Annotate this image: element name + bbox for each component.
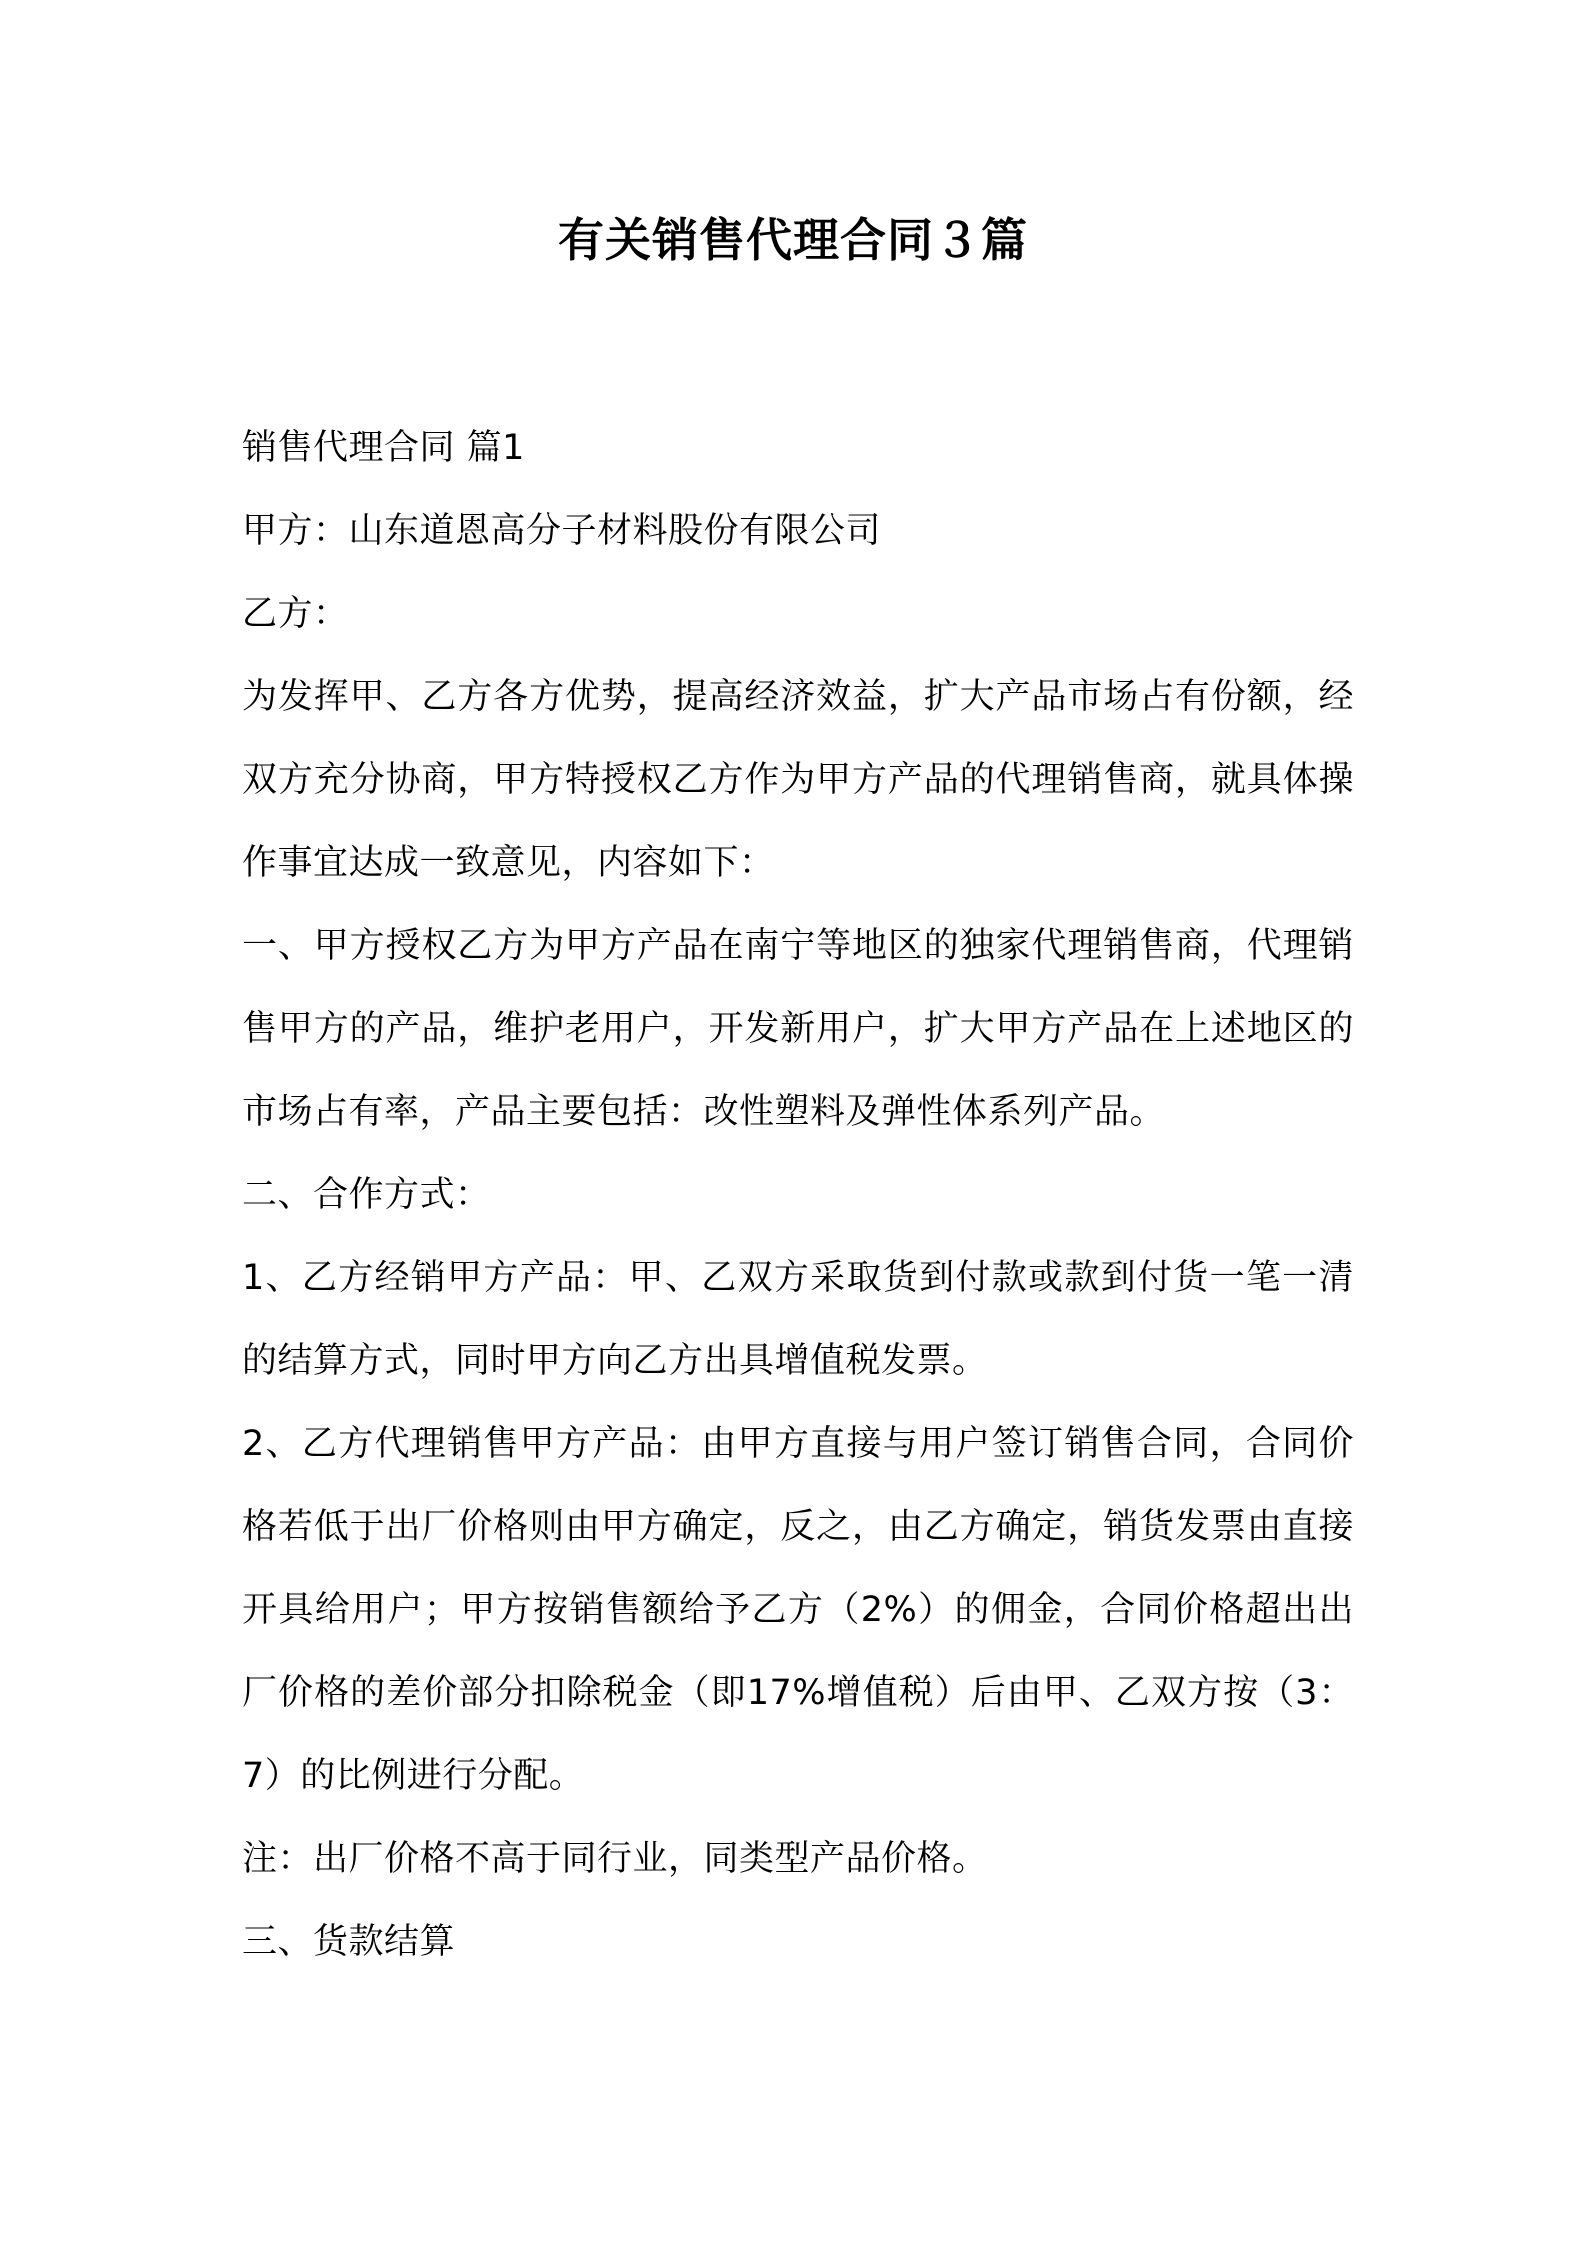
document-title: 有关销售代理合同３篇 — [558, 213, 1028, 267]
paragraph-clause-1: 一、甲方授权乙方为甲方产品在南宁等地区的独家代理销售商，代理销售甲方的产品，维护老用户，开发新用户，扩大甲方产品在上述地区的市场占有率，产品主要包括：改性塑料及弹性体系列产品。 — [242, 926, 1354, 1132]
paragraph-party-a: 甲方：山东道恩高分子材料股份有限公司 — [242, 511, 882, 551]
paragraph-clause-2-item-2: 2、乙方代理销售甲方产品：由甲方直接与用户签订销售合同，合同价格若低于出厂价格则由甲方确定，反之，由乙方确定，销货发票由直接开具给用户；甲方按销售额给予乙方（2%）的佣金，合同价格超出出厂价格的差价部分扣除税金（即17%增值税）后由甲、乙双方按（3：7）的比例进行分配。 — [242, 1424, 1354, 1796]
paragraph-preamble: 为发挥甲、乙方各方优势，提高经济效益，扩大产品市场占有份额，经双方充分协商，甲方特授权乙方作为甲方产品的代理销售商，就具体操作事宜达成一致意见，内容如下： — [242, 677, 1354, 883]
paragraph-section-heading: 销售代理合同 篇1 — [242, 428, 525, 468]
paragraph-party-b: 乙方： — [242, 594, 349, 634]
paragraph-note: 注：出厂价格不高于同行业，同类型产品价格。 — [242, 1839, 988, 1879]
paragraph-clause-3-heading: 三、货款结算 — [242, 1922, 456, 1962]
paragraph-clause-2-item-1: 1、乙方经销甲方产品：甲、乙双方采取货到付款或款到付货一笔一清的结算方式，同时甲方向乙方出具增值税发票。 — [242, 1258, 1354, 1381]
document-body — [242, 407, 1354, 1984]
paragraph-clause-2-heading: 二、合作方式： — [242, 1175, 491, 1215]
